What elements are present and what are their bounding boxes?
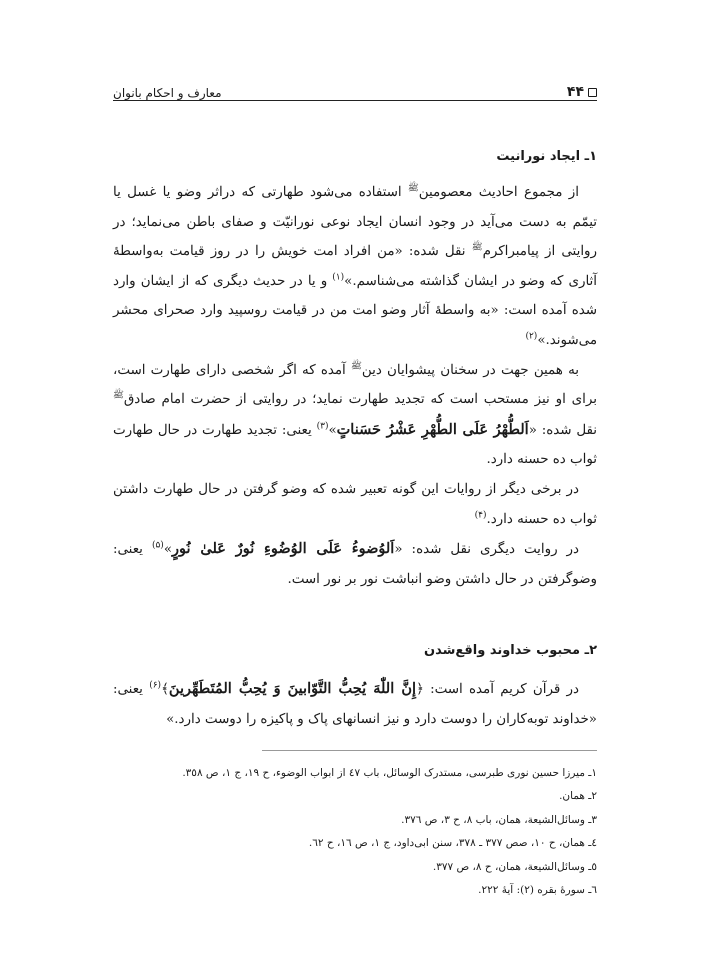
paragraph: از مجموع احادیث معصومین$^ﷺ$ استفاده می‌شود طهارتی که دراثر وضو یا غسل یا تیمّم به دست می‌آید در وجود انسان ایجاد نوعی نورانیّت و صفای باطن می‌نماید؛ در روایتی از پیامبراکرم$^ﷺ$ نقل شده: «من افراد امت خویش را در روز قیامت به‌واسطهٔ آثاری که وضو در ایشان گذاشته می‌شناسم.»$^{(۱)}$ و یا در حدیث دیگری که از ایشان وارد شده آمده است: «به واسطهٔ آثار وضو امت من در قیامت روسپید وارد صحرای محشر می‌شوند.»$^{(۲)}$ [113, 183, 597, 348]
honorific-glyph: ﷺ [351, 361, 362, 372]
paragraph: به همین جهت در سخنان پیشوایان دین$^ﷺ$ آمده که اگر شخصی دارای طهارت است، برای او نیز مستحب است که تجدید طهارت نماید؛ در روایتی از حضرت امام صادق$^ﷺ$ نقل شده: «اَلطُّهْرُ عَلَی الطُّهْرِ عَشْرُ حَسَناتٍ»$^{(۳)}$ یعنی: تجدید طهارت در حال طهارت ثواب ده حسنه دارد. [113, 361, 597, 468]
section-1-body [113, 178, 597, 594]
footnote-ref[interactable]: (۴) [474, 510, 487, 521]
section-heading-1: ۱ـ ایجاد نورانیت [496, 149, 597, 164]
section-heading-2: ۲ـ محبوب خداوند واقع‌شدن [423, 643, 597, 658]
paragraph: در برخی دیگر از روایات این گونه تعبیر شده که وضو گرفتن در حال طهارت داشتن ثواب ده حسنه دارد.$^{(۴)}$ [113, 481, 597, 527]
honorific-glyph: ﷺ [471, 242, 483, 253]
running-header-title: معارف و احکام بانوان [113, 86, 222, 100]
footnote-ref[interactable]: (۵) [151, 540, 164, 551]
footnote-item: ٤ـ همان، ح ١٠، صص ٣٧٧ ـ ٣٧٨، سنن ابی‌داود، ج ١، ص ١٦، ح ٦٢. [308, 837, 597, 850]
footnotes [113, 762, 597, 902]
square-bullet-icon [588, 88, 597, 97]
footnote-ref[interactable]: (۶) [149, 680, 162, 691]
arabic-hadith: اَلطُّهْرُ عَلَی الطُّهْرِ عَشْرُ حَسَناتٍ [336, 420, 529, 438]
footnote-item: ٥ـ وسائل‌الشیعة، همان، ح ٨، ص ٣٧٧. [432, 860, 597, 873]
honorific-glyph: ﷺ [113, 390, 124, 401]
footnote-divider [262, 750, 597, 751]
footnote-item: ۳ـ وسائل‌الشیعة، همان، باب ٨، ح ٣، ص ٣٧٦. [401, 813, 597, 826]
footnote-ref[interactable]: (۱) [332, 272, 345, 283]
page-number [567, 84, 597, 100]
paragraph: در روایت دیگری نقل شده: «اَلوُضوءُ عَلَی الوُضُوءِ نُورٌ عَلیٰ نُورٍ»$^{(۵)}$ یعنی: وضوگرفتن در حال داشتن وضو انباشت نور بر نور است. [113, 540, 597, 587]
paragraph: در قرآن کریم آمده است: ﴿إِنَّ اللّٰهَ یُحِبُّ التَّوّابینَ وَ یُحِبُّ المُتَطَهِّرینَ﴾$^{(۶)}$ یعنی: «خداوند توبه‌کاران را دوست دارد و نیز انسانهای پاک و پاکیزه را دوست دارد.» [113, 680, 597, 727]
honorific-glyph: ﷺ [407, 183, 419, 194]
footnote-item: ۲ـ همان. [559, 790, 597, 803]
arabic-hadith: اَلوُضوءُ عَلَی الوُضُوءِ نُورٌ عَلیٰ نُورٍ [172, 540, 395, 558]
quran-verse: إِنَّ اللّٰهَ یُحِبُّ التَّوّابینَ وَ یُحِبُّ المُتَطَهِّرینَ [168, 680, 416, 697]
page-number-text: ۴۴ [566, 84, 584, 100]
page-header [113, 72, 597, 100]
footnote-item: ۱ـ میرزا حسین نوری طبرسی، مستدرک الوسائل، باب ٤٧ از ابواب الوضوء، ح ١٩، ج ١، ص ٣٥٨. [182, 767, 597, 779]
header-divider [113, 100, 597, 101]
footnote-ref[interactable]: (۲) [525, 331, 538, 342]
section-2-body [113, 674, 597, 734]
footnote-item: ٦ـ سورهٔ بقره (٢): آیهٔ ٢٢٢. [478, 884, 597, 897]
footnote-ref[interactable]: (۳) [316, 421, 329, 432]
